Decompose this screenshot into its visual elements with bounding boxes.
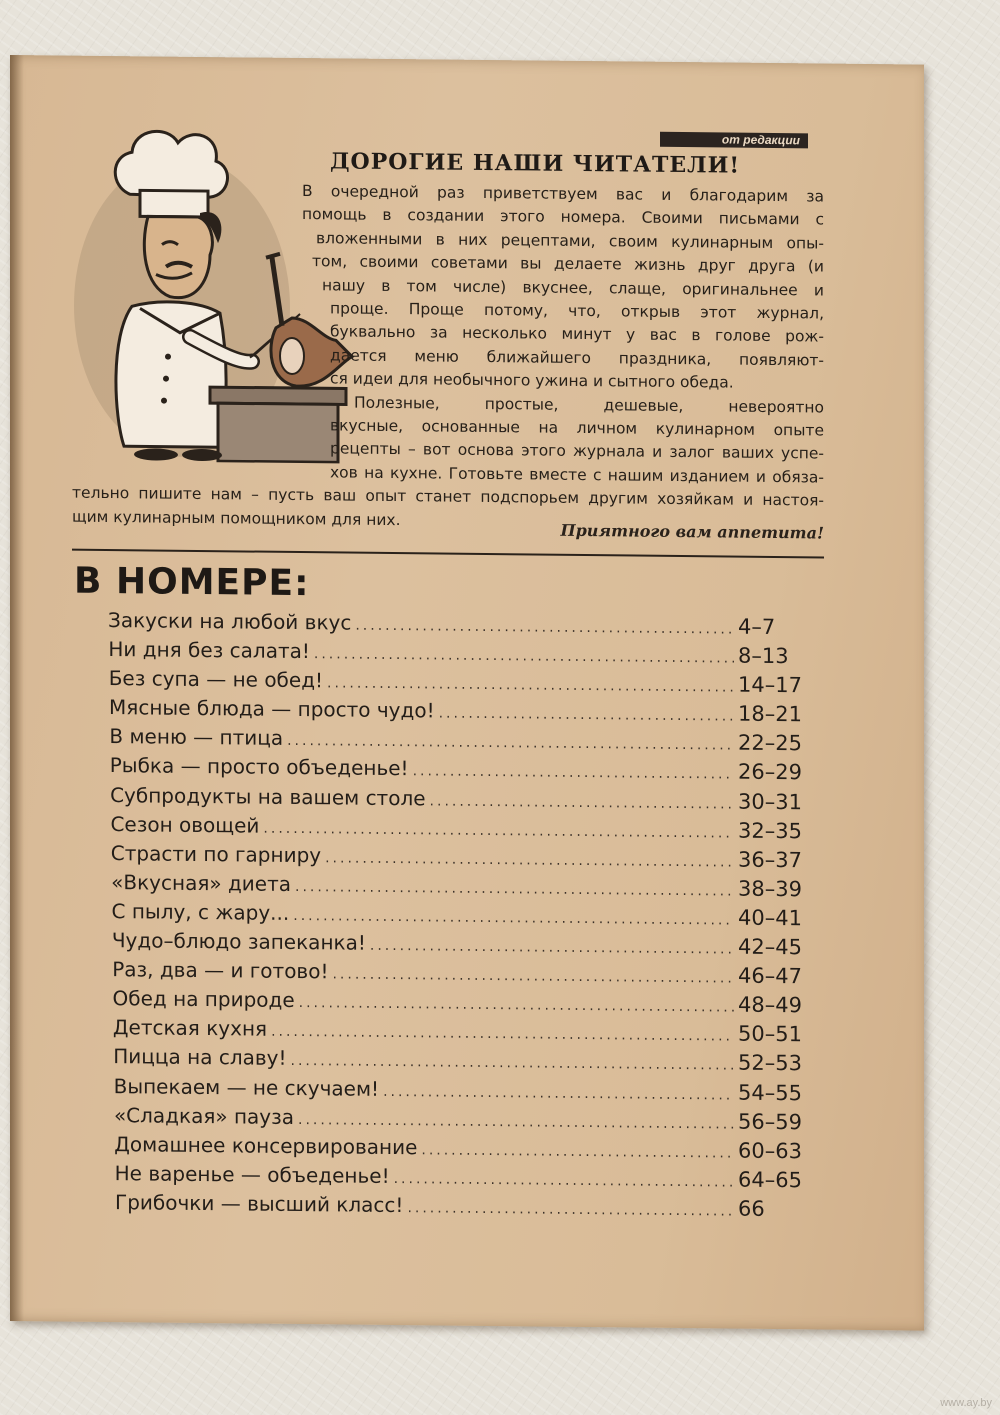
page-title: ДОРОГИЕ НАШИ ЧИТАТЕЛИ! [330,148,741,179]
toc-leader-dots [421,1142,734,1161]
toc-leader-dots [271,1024,734,1045]
toc-leader-dots [439,706,734,725]
editorial-line: тельно пишите нам – пусть ваш опыт станет подспорьем другим хозяйкам и настоя- [72,483,824,510]
toc-entry-title: Обед на природе [112,986,295,1013]
toc-entry-pages: 52–53 [738,1051,802,1076]
toc-leader-dots [327,676,734,696]
toc-entry [108,1190,828,1227]
toc-entry-pages: 36–37 [738,847,802,873]
editorial-line: В очередной раз приветствуем вас и благодарим за [302,182,824,206]
toc-leader-dots [295,879,734,900]
toc-entry-pages: 46–47 [738,963,802,989]
toc-entry-pages: 42–45 [738,934,802,960]
editorial-line: рецепты – вот основа этого журнала и залог ваших успе- [330,439,824,463]
toc-leader-dots [383,1083,734,1103]
toc-entry-title: Страсти по гарниру [110,840,322,868]
toc-leader-dots [355,618,734,638]
toc-entry-title: Закуски на любой вкус [108,608,352,635]
magazine-page [10,55,924,1331]
toc-entry-title: Субпродукты на вашем столе [110,782,426,810]
toc-entry-pages: 40–41 [738,905,802,931]
toc-leader-dots [430,793,734,812]
toc-entry-title: Выпекаем — не скучаем! [113,1073,380,1101]
toc-entry-pages: 14–17 [738,672,802,698]
toc-entry-pages: 32–35 [738,818,802,843]
toc-leader-dots [407,1200,734,1219]
divider [72,549,824,559]
editorial-line: проще. Проще потому, что, открыв этот журнал, [330,299,824,323]
toc-entry-title: Пицца на славу! [113,1044,287,1071]
toc-entry-title: Сезон овощей [110,811,260,838]
editorial-line: щим кулинарным помощником для них. [72,507,401,529]
toc-leader-dots [293,908,734,929]
toc-leader-dots [325,850,734,870]
toc-leader-dots [291,1053,735,1074]
toc-leader-dots [287,733,734,754]
editorial-text [72,178,824,537]
toc-entry-title: «Сладкая» пауза [113,1102,295,1129]
toc-entry-title: Без супа — не обед! [108,666,324,693]
toc-entry-title: Ни дня без салата! [108,637,310,664]
toc-leader-dots [314,646,734,666]
toc-entry-pages: 22–25 [738,730,802,756]
editorial-line: вкусные, основанные на личном кулинарном опыте [330,416,824,440]
toc-leader-dots [394,1171,734,1191]
toc-entry-pages: 56–59 [738,1109,802,1134]
editorial-line: вложенными в них рецептами, своим кулинарным опы- [316,229,824,253]
toc-leader-dots [332,967,734,987]
signoff: Приятного вам аппетита! [560,520,824,543]
toc-entry-pages: 4–7 [738,614,776,640]
toc-entry-title: Грибочки — высший класс! [115,1189,404,1217]
editorial-line: помощь в создании этого номера. Своими письмами с [302,205,824,229]
editorial-line: хов на кухне. Готовьте вместе с нашим изданием и обяза- [330,463,824,487]
toc-entry-pages: 30–31 [738,789,802,814]
toc-entry-title: Домашнее консервирование [114,1131,418,1159]
toc-entry-title: Детская кухня [112,1015,268,1042]
toc-entry-title: Рыбка — просто объеденье! [109,753,409,781]
toc-entry-pages: 8–13 [738,643,789,669]
editorial-line: дается меню ближайшего праздника, появляют- [330,346,824,370]
toc-entry-title: Раз, два — и готово! [112,957,329,984]
toc-leader-dots [413,764,734,783]
toc-entry-pages: 38–39 [738,876,802,902]
toc-entry-title: Чудо–блюдо запеканка! [111,928,366,955]
toc-entry-pages: 64–65 [738,1167,802,1193]
editorial-line: ся идеи для необычного ужина и сытного обеда. [330,369,734,392]
toc-entry-title: С пылу, с жару... [111,899,290,925]
editorial-line: нашу в том числе) вкуснее, слаще, оригинальнее и [322,275,824,300]
table-of-contents [108,608,828,1227]
toc-entry-pages: 26–29 [738,760,802,785]
toc-leader-dots [370,938,734,958]
watermark: www.ay.by [940,1397,992,1409]
toc-entry-pages: 48–49 [738,992,802,1018]
page-spine-shadow [10,55,24,1321]
toc-entry-pages: 60–63 [738,1138,802,1163]
section-tag: от редакции [660,132,808,149]
toc-leader-dots [298,1112,734,1133]
toc-leader-dots [263,820,734,841]
toc-entry-title: «Вкусная» диета [111,869,292,896]
toc-entry-title: Мясные блюда — просто чудо! [109,695,435,723]
toc-entry-pages: 18–21 [738,701,802,727]
toc-entry-pages: 66 [738,1196,765,1221]
toc-leader-dots [299,995,734,1016]
editorial-line: буквально за несколько минут у вас в голове рож- [330,322,824,346]
toc-heading: В НОМЕРЕ: [74,560,310,605]
editorial-line: Полезные, простые, дешевые, невероятно [354,393,824,417]
toc-entry-title: Не варенье — объеденье! [114,1160,390,1188]
toc-entry-title: В меню — птица [109,724,284,751]
toc-entry-pages: 50–51 [738,1021,802,1047]
toc-entry-pages: 54–55 [738,1080,802,1105]
editorial-line: том, своими советами вы делаете жизнь друг друга (и [312,252,824,276]
